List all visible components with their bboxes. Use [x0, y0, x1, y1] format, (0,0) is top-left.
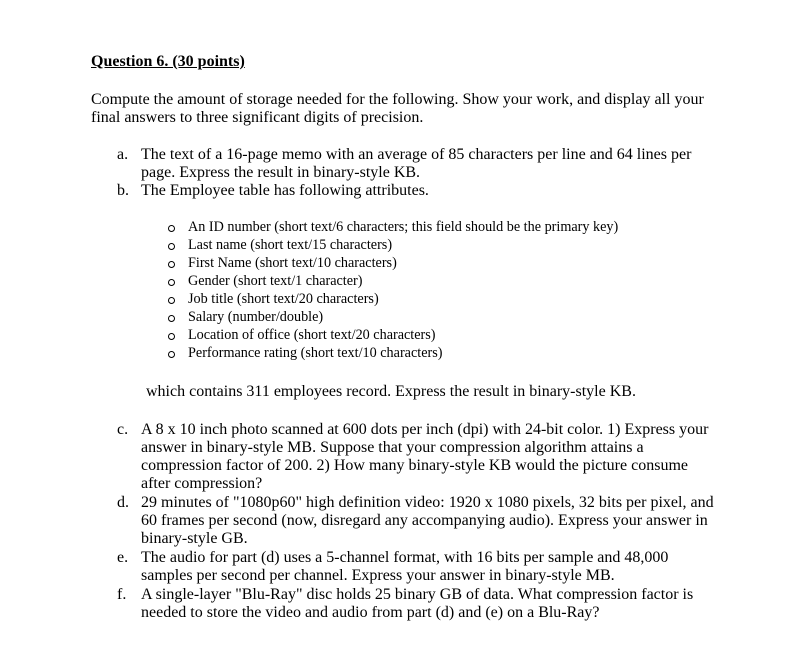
attribute-item: Job title (short text/20 characters) — [188, 291, 379, 307]
item-b-marker: b. — [117, 182, 129, 199]
item-f-marker: f. — [117, 586, 127, 603]
bullet-icon — [168, 261, 175, 268]
attribute-item: Salary (number/double) — [188, 309, 324, 325]
item-e-marker: e. — [117, 549, 129, 566]
bullet-icon — [168, 333, 175, 340]
item-c-line-3: compression factor of 200. 2) How many binary-style KB would the picture consume — [141, 457, 688, 474]
item-a-line-2: page. Express the result in binary-style KB. — [141, 164, 421, 181]
item-c-line-1: A 8 x 10 inch photo scanned at 600 dots per inch (dpi) with 24-bit color. 1) Express your — [141, 421, 709, 438]
bullet-icon — [168, 297, 175, 304]
question-heading: Question 6. (30 points) — [91, 53, 245, 70]
intro-line-1: Compute the amount of storage needed for the following. Show your work, and display all your — [91, 91, 704, 108]
item-f-line-1: A single-layer "Blu-Ray" disc holds 25 binary GB of data. What compression factor is — [141, 586, 694, 603]
bullet-icon — [168, 279, 175, 286]
item-b-line-1: The Employee table has following attributes. — [141, 182, 429, 199]
attribute-item: An ID number (short text/6 characters; this field should be the primary key) — [188, 219, 619, 235]
item-d-marker: d. — [117, 494, 129, 511]
item-e-line-2: samples per second per channel. Express your answer in binary-style MB. — [141, 567, 615, 584]
bullet-icon — [168, 225, 175, 232]
attribute-item: Performance rating (short text/10 characters) — [188, 345, 443, 361]
item-d-line-3: binary-style GB. — [141, 530, 248, 547]
item-c-line-2: answer in binary-style MB. Suppose that your compression algorithm attains a — [141, 439, 644, 456]
item-f-line-2: needed to store the video and audio from part (d) and (e) on a Blu-Ray? — [141, 604, 600, 621]
bullet-icon — [168, 243, 175, 250]
item-c-marker: c. — [117, 421, 129, 438]
item-d-line-2: 60 frames per second (now, disregard any accompanying audio). Express your answer in — [141, 512, 708, 529]
item-b-closing: which contains 311 employees record. Express the result in binary-style KB. — [146, 383, 636, 400]
attribute-item: Last name (short text/15 characters) — [188, 237, 393, 253]
bullet-icon — [168, 315, 175, 322]
intro-line-2: final answers to three significant digits of precision. — [91, 109, 424, 126]
bullet-icon — [168, 351, 175, 358]
item-c-line-4: after compression? — [141, 475, 263, 492]
item-d-line-1: 29 minutes of "1080p60" high definition video: 1920 x 1080 pixels, 32 bits per pixel, and — [141, 494, 714, 511]
item-e-line-1: The audio for part (d) uses a 5-channel format, with 16 bits per sample and 48,000 — [141, 549, 669, 566]
item-a-line-1: The text of a 16-page memo with an average of 85 characters per line and 64 lines per — [141, 146, 692, 163]
attribute-item: First Name (short text/10 characters) — [188, 255, 397, 271]
attribute-item: Location of office (short text/20 characters) — [188, 327, 436, 343]
attribute-item: Gender (short text/1 character) — [188, 273, 363, 289]
item-a-marker: a. — [117, 146, 129, 163]
